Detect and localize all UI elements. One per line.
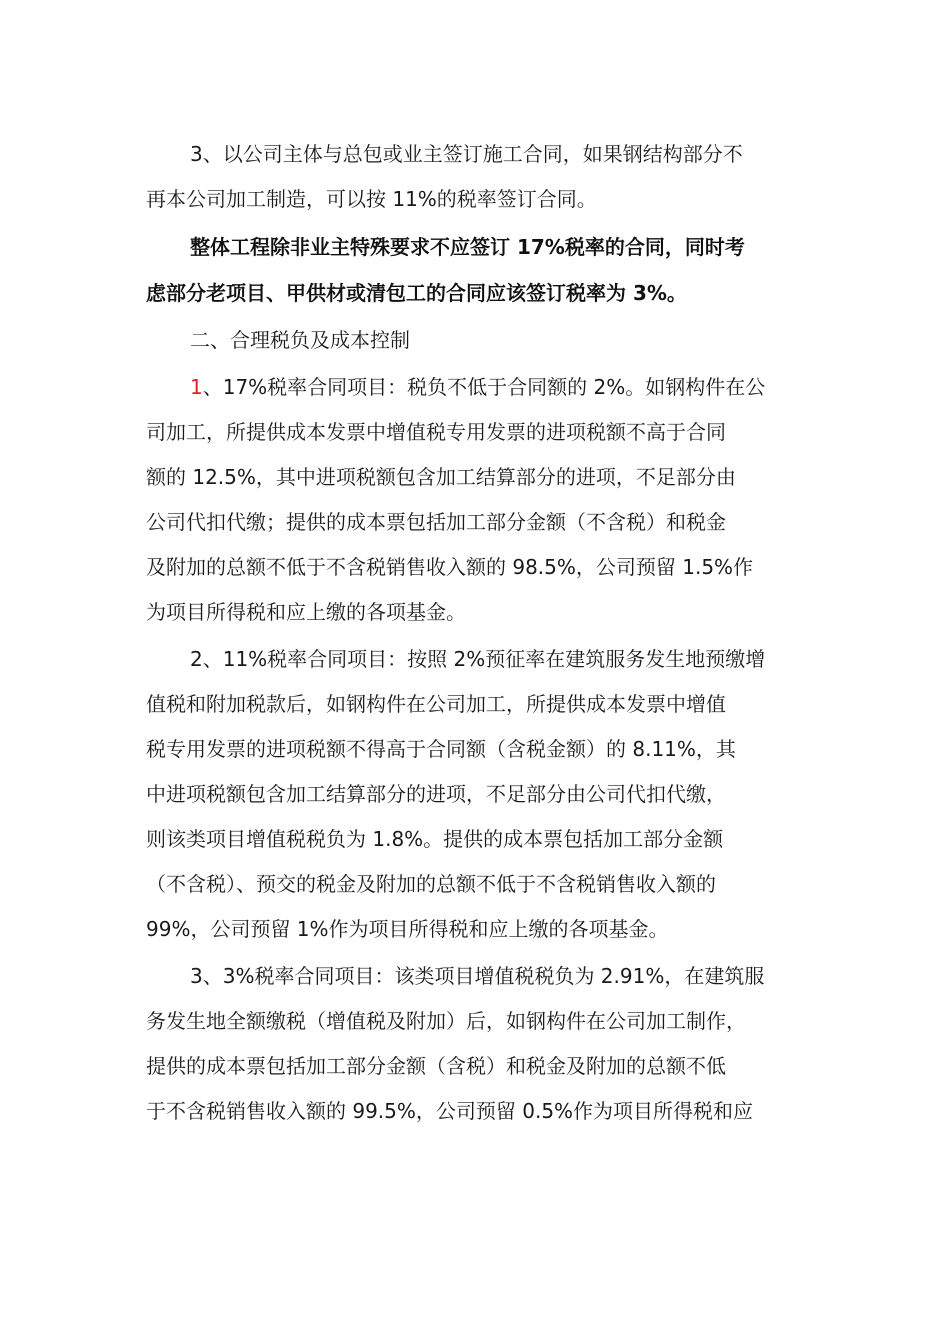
text-line: 再本公司加工制造，可以按 11%的税率签订合同。 <box>146 187 597 211</box>
text-line: 中进项税额包含加工结算部分的进项，不足部分由公司代扣代缴， <box>146 782 726 806</box>
paragraph-3-percent-projects <box>146 954 810 1134</box>
text-line: 3、以公司主体与总包或业主签订施工合同，如果钢结构部分不 <box>190 142 743 166</box>
paragraph-11-percent-projects <box>146 637 810 952</box>
text-line: 额的 12.5%，其中进项税额包含加工结算部分的进项，不足部分由 <box>146 465 736 489</box>
text-line: 税专用发票的进项税额不得高于合同额（含税金额）的 8.11%，其 <box>146 737 736 761</box>
text-line: 虑部分老项目、甲供材或清包工的合同应该签订税率为 3%。 <box>146 281 687 305</box>
item-number-red: 1 <box>190 375 203 399</box>
paragraph-bold-summary <box>146 224 810 316</box>
text-line: 及附加的总额不低于不含税销售收入额的 98.5%，公司预留 1.5%作 <box>146 555 754 579</box>
text-line: 值税和附加税款后，如钢构件在公司加工，所提供成本发票中增值 <box>146 692 726 716</box>
document-body <box>146 132 810 1134</box>
text-line: 则该类项目增值税税负为 1.8%。提供的成本票包括加工部分金额 <box>146 827 724 851</box>
text-line: 务发生地全额缴税（增值税及附加）后，如钢构件在公司加工制作， <box>146 1009 746 1033</box>
text-line: 司加工，所提供成本发票中增值税专用发票的进项税额不高于合同 <box>146 420 726 444</box>
text-line: 提供的成本票包括加工部分金额（含税）和税金及附加的总额不低 <box>146 1054 726 1078</box>
paragraph-contract-clause-3 <box>146 132 810 222</box>
section-heading-tax-cost-control <box>146 318 810 363</box>
text-line: 2、11%税率合同项目：按照 2%预征率在建筑服务发生地预缴增 <box>190 647 766 671</box>
text-line-rest: 、17%税率合同项目：税负不低于合同额的 2%。如钢构件在公 <box>202 375 766 399</box>
text-line <box>146 365 810 410</box>
text-line: 二、合理税负及成本控制 <box>190 328 410 352</box>
text-line: 整体工程除非业主特殊要求不应签订 17%税率的合同，同时考 <box>190 235 745 259</box>
text-line: 3、3%税率合同项目：该类项目增值税税负为 2.91%，在建筑服 <box>190 964 765 988</box>
paragraph-17-percent-projects <box>146 365 810 635</box>
text-line: 于不含税销售收入额的 99.5%，公司预留 0.5%作为项目所得税和应 <box>146 1099 754 1123</box>
text-line: （不含税）、预交的税金及附加的总额不低于不含税销售收入额的 <box>146 872 716 896</box>
text-line: 公司代扣代缴；提供的成本票包括加工部分金额（不含税）和税金 <box>146 510 726 534</box>
text-line: 为项目所得税和应上缴的各项基金。 <box>146 600 466 624</box>
text-line: 99%，公司预留 1%作为项目所得税和应上缴的各项基金。 <box>146 917 669 941</box>
